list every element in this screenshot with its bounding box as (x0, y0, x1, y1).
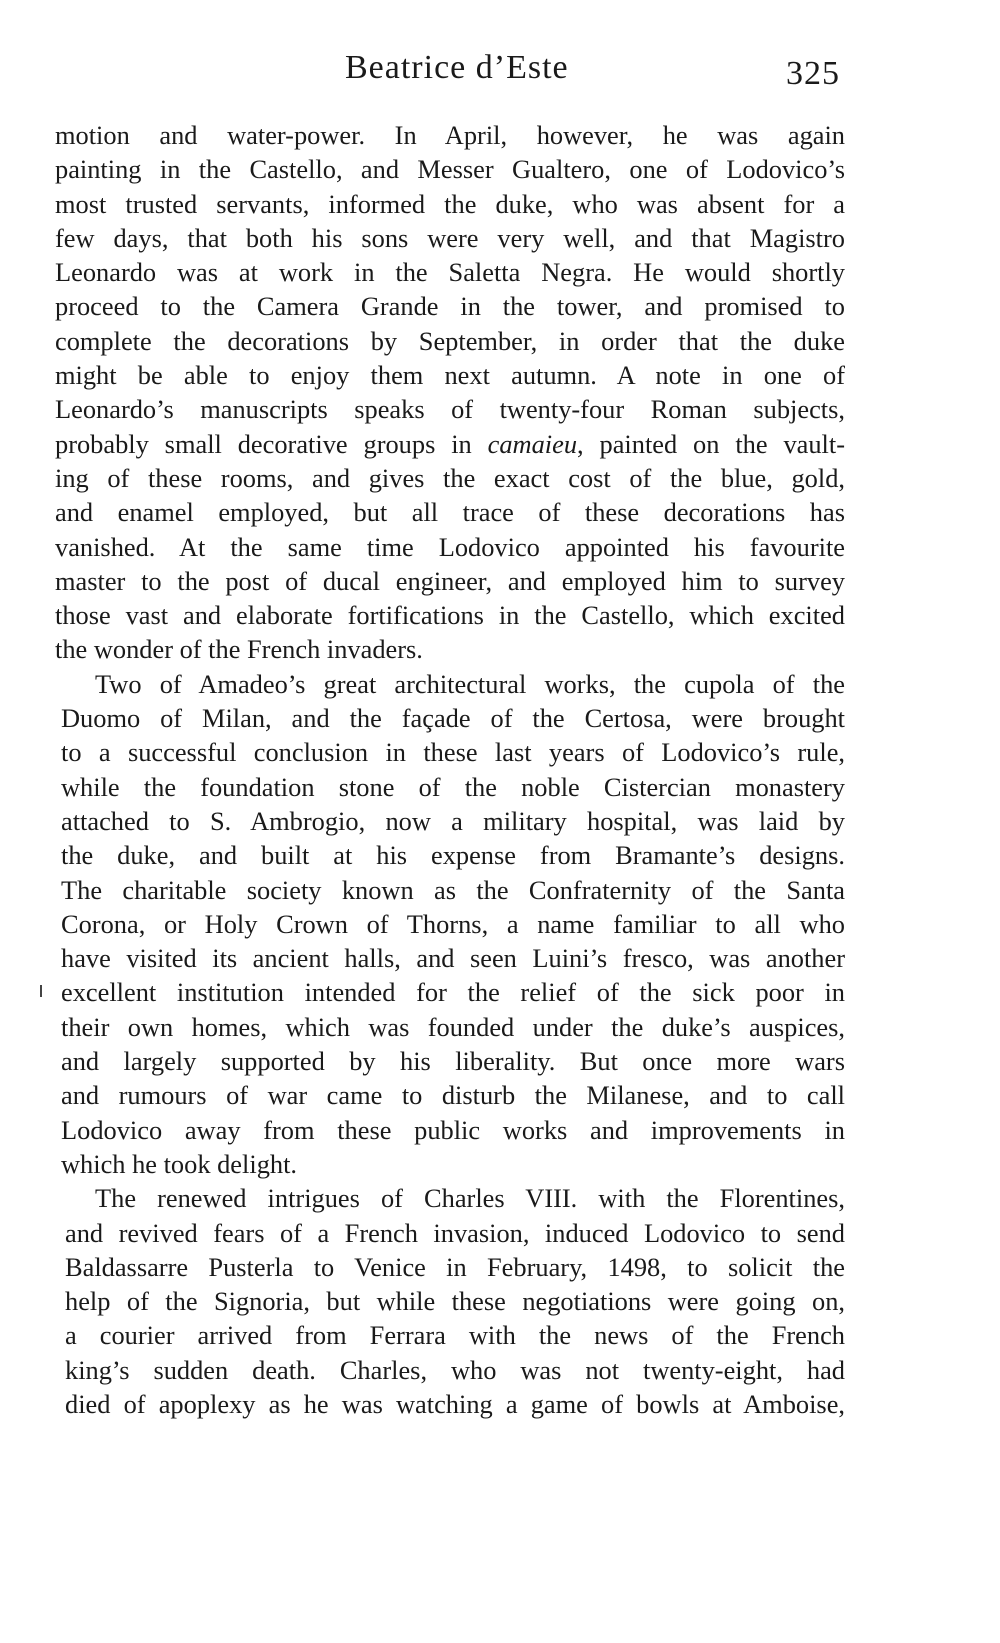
text-line: the wonder of the French invaders. (55, 634, 423, 665)
text-line: proceed to the Camera Grande in the tower, and promised to (55, 291, 845, 322)
text-line: The renewed intrigues of Charles VIII. with the Florentines, (95, 1183, 845, 1214)
text-line: excellent institution intended for the relief of the sick poor in (61, 977, 845, 1008)
paragraph-2 (55, 667, 845, 1181)
margin-mark (40, 985, 42, 997)
text-line: master to the post of ducal engineer, and employed him to survey (55, 565, 845, 596)
text-line: those vast and elaborate fortifications in the Castello, which excited (55, 600, 845, 631)
text-line: few days, that both his sons were very well, and that Magistro (55, 222, 845, 253)
text-line: and revived fears of a French invasion, induced Lodovico to send (65, 1217, 845, 1248)
running-title: Beatrice d’Este (345, 49, 569, 86)
italic-term: camaieu (487, 428, 578, 459)
text-line: most trusted servants, informed the duke, who was absent for a (55, 188, 845, 219)
text-line: died of apoplexy as he was watching a game of bowls at Amboise, (65, 1388, 845, 1419)
text-line: Two of Amadeo’s great architectural works, the cupola of the (95, 668, 845, 699)
page-header (0, 44, 1000, 92)
text-line: the duke, and built at his expense from Bramante’s designs. (61, 840, 845, 871)
text-line: their own homes, which was founded under the duke’s auspices, (61, 1011, 845, 1042)
text-line: and enamel employed, but all trace of these decorations has (55, 497, 845, 528)
text-line: which he took delight. (61, 1148, 298, 1179)
paragraph-3 (55, 1181, 845, 1421)
text-line: complete the decorations by September, in order that the duke (55, 325, 845, 356)
text-line: and largely supported by his liberality. But once more wars (61, 1046, 845, 1077)
text-line: have visited its ancient halls, and seen Luini’s fresco, was another (61, 943, 845, 974)
text-line: while the foundation stone of the noble Cistercian monastery (61, 771, 845, 802)
text-line: a courier arrived from Ferrara with the news of the French (65, 1320, 845, 1351)
text-line: to a successful conclusion in these last years of Lodovico’s rule, (61, 737, 845, 768)
text-line: attached to S. Ambrogio, now a military hospital, was laid by (61, 805, 845, 836)
text-line: Corona, or Holy Crown of Thorns, a name familiar to all who (61, 908, 845, 939)
text-line-with-italic: probably small decorative groups in camaieu, painted on the vault- (55, 428, 845, 459)
page-number: 325 (786, 55, 840, 92)
text-line: motion and water-power. In April, however, he was again (55, 120, 845, 150)
text-line: king’s sudden death. Charles, who was not twenty-eight, had (65, 1354, 845, 1385)
text-line: The charitable society known as the Confraternity of the Santa (61, 874, 845, 905)
paragraph-1 (55, 118, 845, 667)
text-line: ing of these rooms, and gives the exact cost of the blue, gold, (55, 462, 845, 493)
text-line: might be able to enjoy them next autumn. A note in one of (55, 360, 845, 391)
text-line: and rumours of war came to disturb the Milanese, and to call (61, 1080, 845, 1111)
text-line: Leonardo’s manuscripts speaks of twenty-four Roman subjects, (55, 394, 845, 425)
body-text (55, 118, 845, 1421)
text-line: help of the Signoria, but while these negotiations were going on, (65, 1286, 845, 1317)
text-line: Baldassarre Pusterla to Venice in February, 1498, to solicit the (65, 1251, 845, 1282)
text-line: Leonardo was at work in the Saletta Negra. He would shortly (55, 257, 845, 288)
text-line: painting in the Castello, and Messer Gualtero, one of Lodovico’s (55, 154, 845, 185)
text-line: Duomo of Milan, and the façade of the Certosa, were brought (61, 703, 845, 734)
text-line: Lodovico away from these public works and improvements in (61, 1114, 845, 1145)
text-line: vanished. At the same time Lodovico appointed his favourite (55, 531, 845, 562)
